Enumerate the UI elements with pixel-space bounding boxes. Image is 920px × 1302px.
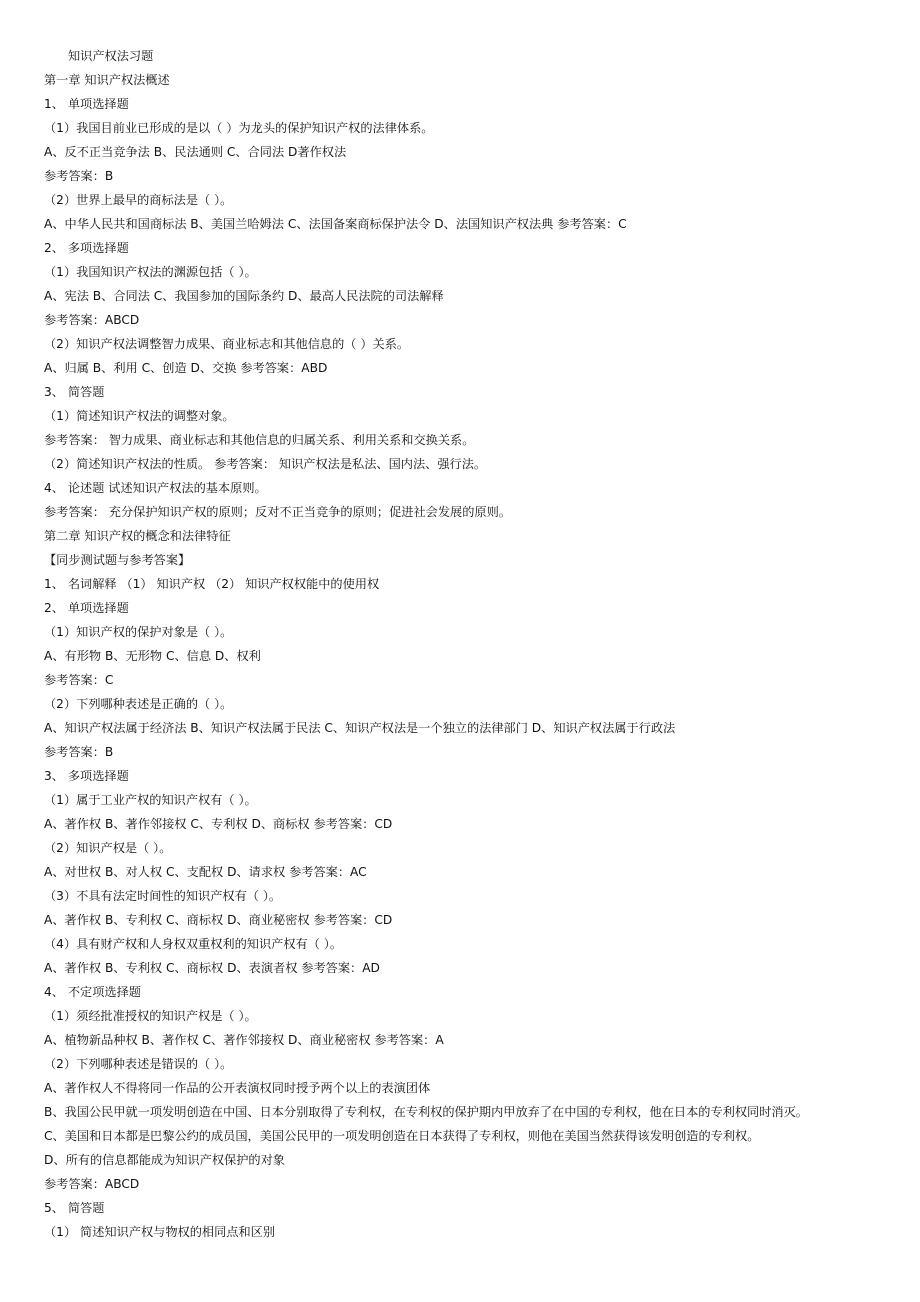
chapter-heading: 第二章 知识产权的概念和法律特征 (44, 529, 231, 543)
answer-key: 参考答案：B (44, 745, 114, 759)
question-text: （1）属于工业产权的知识产权有（ ）。 (44, 793, 257, 807)
answer-key: 参考答案：B (44, 169, 114, 183)
question-text: （1） 简述知识产权与物权的相同点和区别 (44, 1225, 276, 1239)
question-text: （2）世界上最早的商标法是（ ）。 (44, 193, 233, 207)
answer-option: A、著作权人不得将同一作品的公开表演权同时授予两个以上的表演团体 (44, 1081, 431, 1095)
answer-key: 参考答案： 智力成果、商业标志和其他信息的归属关系、利用关系和交换关系。 (44, 433, 475, 447)
question-text: （1）我国知识产权法的渊源包括（ ）。 (44, 265, 257, 279)
question-text: （1）简述知识产权法的调整对象。 (44, 409, 235, 423)
answer-options: A、著作权 B、专利权 C、商标权 D、表演者权 参考答案：AD (44, 961, 380, 975)
answer-options: A、著作权 B、专利权 C、商标权 D、商业秘密权 参考答案：CD (44, 913, 393, 927)
answer-options: A、对世权 B、对人权 C、支配权 D、请求权 参考答案：AC (44, 865, 367, 879)
answer-key: 参考答案：ABCD (44, 1177, 140, 1191)
question-text: （3）不具有法定时间性的知识产权有（ ）。 (44, 889, 282, 903)
question-text: （1）我国目前业已形成的是以（ ）为龙头的保护知识产权的法律体系。 (44, 121, 434, 135)
answer-options: A、知识产权法属于经济法 B、知识产权法属于民法 C、知识产权法是一个独立的法律部门 D、知识产权法属于行政法 (44, 721, 676, 735)
question-text: （1）知识产权的保护对象是（ ）。 (44, 625, 233, 639)
answer-options: A、宪法 B、合同法 C、我国参加的国际条约 D、最高人民法院的司法解释 (44, 289, 444, 303)
section-heading: 2、 单项选择题 (44, 601, 129, 615)
section-heading: 4、 不定项选择题 (44, 985, 141, 999)
answer-option: C、美国和日本都是巴黎公约的成员国，美国公民甲的一项发明创造在日本获得了专利权，则他在美国当然获得该发明创造的专利权。 (44, 1129, 760, 1143)
answer-key: 参考答案：ABCD (44, 313, 140, 327)
answer-options: A、有形物 B、无形物 C、信息 D、权利 (44, 649, 261, 663)
answer-options: A、中华人民共和国商标法 B、美国兰哈姆法 C、法国备案商标保护法令 D、法国知识产权法典 参考答案：C (44, 217, 627, 231)
answer-option: D、所有的信息都能成为知识产权保护的对象 (44, 1153, 285, 1167)
section-heading: 3、 多项选择题 (44, 769, 129, 783)
answer-key: 参考答案： 充分保护知识产权的原则；反对不正当竞争的原则；促进社会发展的原则。 (44, 505, 511, 519)
question-text: （2）知识产权法调整智力成果、商业标志和其他信息的（ ）关系。 (44, 337, 410, 351)
answer-option: B、我国公民甲就一项发明创造在中国、日本分别取得了专利权，在专利权的保护期内甲放弃了在中国的专利权，他在日本的专利权同时消灭。 (44, 1105, 808, 1119)
question-text: （2）知识产权是（ ）。 (44, 841, 172, 855)
question-text: （1）须经批准授权的知识产权是（ ）。 (44, 1009, 257, 1023)
question-text: （2）下列哪种表述是错误的（ ）。 (44, 1057, 233, 1071)
section-heading: 1、 单项选择题 (44, 97, 129, 111)
answer-options: A、著作权 B、著作邻接权 C、专利权 D、商标权 参考答案：CD (44, 817, 393, 831)
question-text: （2）下列哪种表述是正确的（ ）。 (44, 697, 233, 711)
section-heading: 1、 名词解释 （1） 知识产权 （2） 知识产权权能中的使用权 (44, 577, 380, 591)
section-heading: 4、 论述题 试述知识产权法的基本原则。 (44, 481, 267, 495)
subsection-heading: 【同步测试题与参考答案】 (44, 553, 191, 567)
section-heading: 2、 多项选择题 (44, 241, 129, 255)
section-heading: 3、 简答题 (44, 385, 105, 399)
document-title: 知识产权法习题 (68, 49, 154, 63)
answer-key: 参考答案：C (44, 673, 114, 687)
question-text: （2）简述知识产权法的性质。 参考答案： 知识产权法是私法、国内法、强行法。 (44, 457, 487, 471)
chapter-heading: 第一章 知识产权法概述 (44, 73, 170, 87)
question-text: （4）具有财产权和人身权双重权利的知识产权有（ ）。 (44, 937, 343, 951)
section-heading: 5、 简答题 (44, 1201, 105, 1215)
answer-options: A、植物新品种权 B、著作权 C、著作邻接权 D、商业秘密权 参考答案：A (44, 1033, 444, 1047)
answer-options: A、反不正当竞争法 B、民法通则 C、合同法 D著作权法 (44, 145, 347, 159)
answer-options: A、归属 B、利用 C、创造 D、交换 参考答案：ABD (44, 361, 328, 375)
